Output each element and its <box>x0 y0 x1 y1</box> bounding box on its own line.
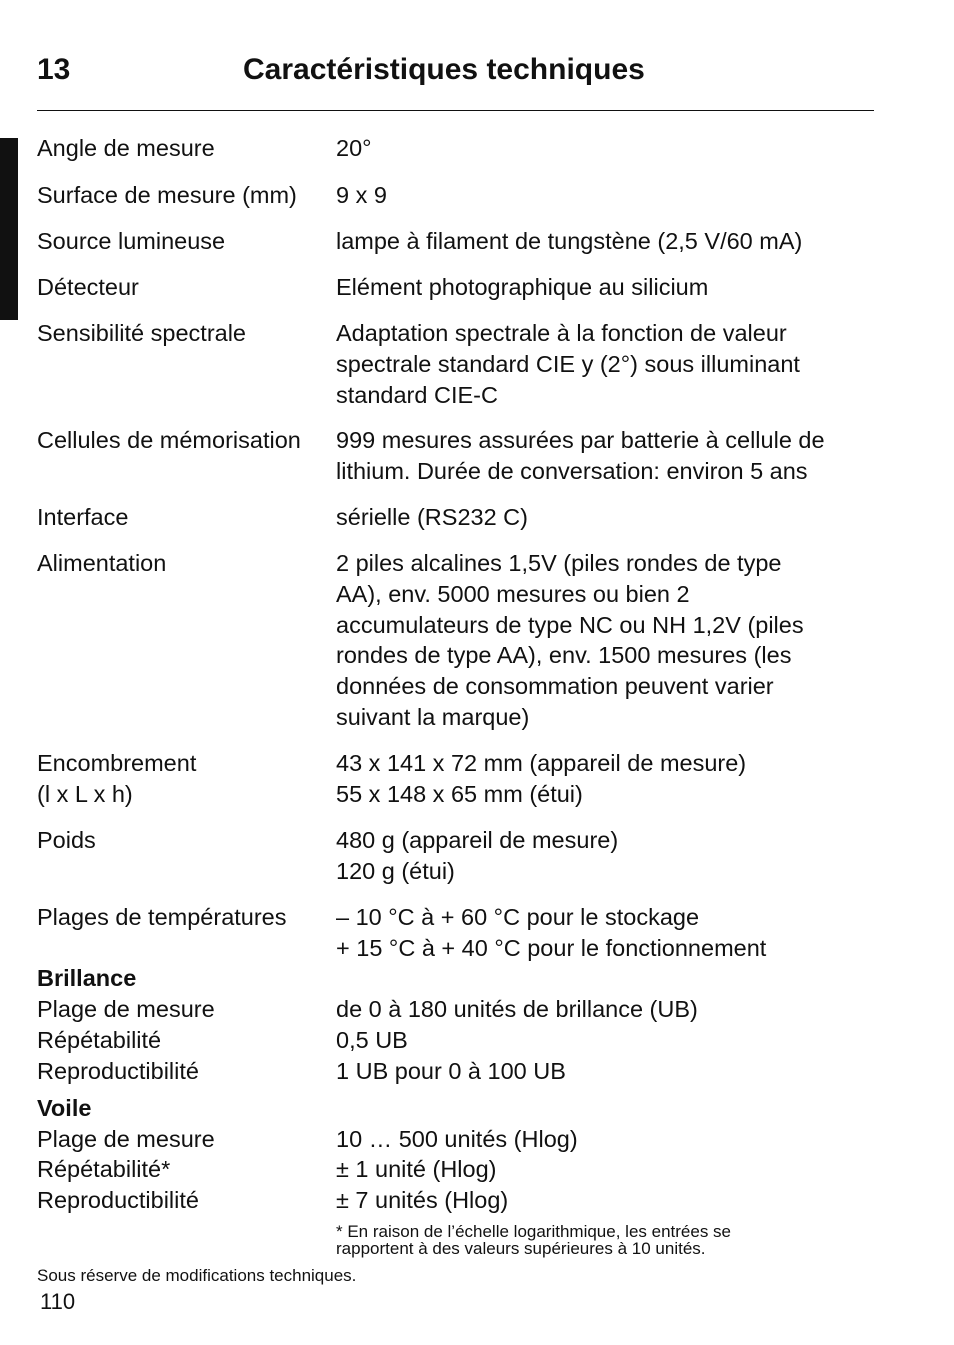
disclaimer-note: Sous réserve de modifications techniques. <box>37 1266 357 1285</box>
spec-label: Cellules de mémorisation <box>37 427 301 453</box>
spec-value: 20° <box>336 135 372 161</box>
spec-label: Plage de mesure <box>37 996 215 1022</box>
spec-value: 480 g (appareil de mesure) 120 g (étui) <box>336 827 619 884</box>
footnote: * En raison de l’échelle logarithmique, les entrées se rapportent à des valeurs supérieures à 10 unités. <box>336 1222 732 1258</box>
spec-label: Poids <box>37 827 96 853</box>
spec-label: Alimentation <box>37 550 167 576</box>
section-title-brillance: Brillance <box>37 965 137 991</box>
spec-value: ± 1 unité (Hlog) <box>336 1156 497 1182</box>
chapter-number: 13 <box>37 53 71 86</box>
side-tab-marker <box>0 138 18 320</box>
header-rule <box>37 110 874 111</box>
spec-value: de 0 à 180 unités de brillance (UB) <box>336 996 698 1022</box>
spec-label: Répétabilité* <box>37 1156 171 1182</box>
spec-label: Reproductibilité <box>37 1187 199 1213</box>
page-number: 110 <box>40 1289 76 1314</box>
spec-value: lampe à filament de tungstène (2,5 V/60 mA) <box>336 228 803 254</box>
spec-label: Sensibilité spectrale <box>37 320 246 346</box>
spec-label: Répétabilité <box>37 1027 162 1053</box>
spec-label: Reproductibilité <box>37 1058 199 1084</box>
spec-value: 2 piles alcalines 1,5V (piles rondes de type AA), env. 5000 mesures ou bien 2 accumulateurs de type NC ou NH 1,2V (piles rondes de type AA), env. 1500 mesures (les données de consommation peuvent varier suivant la marque) <box>336 550 804 730</box>
spec-label: Source lumineuse <box>37 228 226 254</box>
spec-label: Détecteur <box>37 274 139 300</box>
spec-value: 9 x 9 <box>336 182 387 208</box>
spec-value: ± 7 unités (Hlog) <box>336 1187 509 1213</box>
spec-value: – 10 °C à + 60 °C pour le stockage + 15 °C à + 40 °C pour le fonctionnement <box>336 904 767 961</box>
spec-label: Surface de mesure (mm) <box>37 182 297 208</box>
spec-label: Plage de mesure <box>37 1126 215 1152</box>
spec-value: Adaptation spectrale à la fonction de valeur spectrale standard CIE y (2°) sous illuminant standard CIE-C <box>336 320 800 408</box>
spec-label: Angle de mesure <box>37 135 215 161</box>
spec-value: 0,5 UB <box>336 1027 408 1053</box>
spec-value: sérielle (RS232 C) <box>336 504 528 530</box>
spec-value: 999 mesures assurées par batterie à cellule de lithium. Durée de conversation: environ 5 ans <box>336 427 825 484</box>
spec-label: Interface <box>37 504 129 530</box>
spec-label: Encombrement (l x L x h) <box>37 750 197 807</box>
spec-value: Elément photographique au silicium <box>336 274 709 300</box>
spec-label: Plages de températures <box>37 904 287 930</box>
spec-value: 1 UB pour 0 à 100 UB <box>336 1058 566 1084</box>
spec-value: 10 … 500 unités (Hlog) <box>336 1126 578 1152</box>
spec-value: 43 x 141 x 72 mm (appareil de mesure) 55 x 148 x 65 mm (étui) <box>336 750 747 807</box>
chapter-title: Caractéristiques techniques <box>243 53 645 86</box>
section-title-voile: Voile <box>37 1095 92 1121</box>
